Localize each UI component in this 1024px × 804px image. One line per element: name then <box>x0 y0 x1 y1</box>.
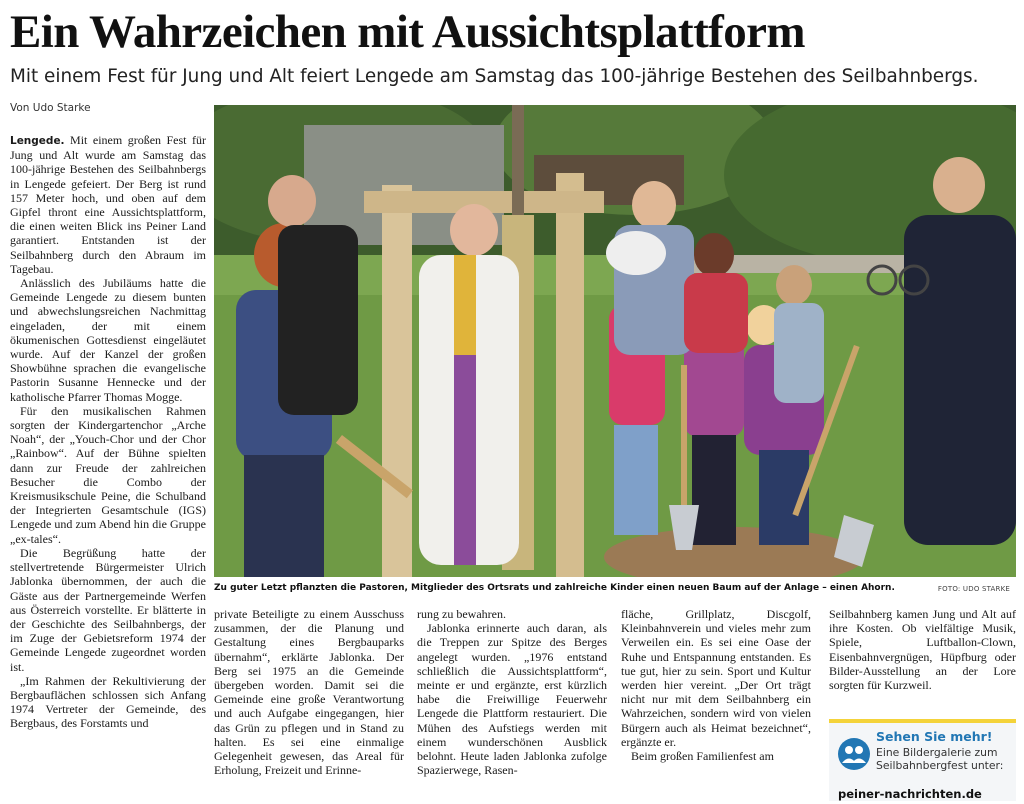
photo-caption <box>214 581 1016 597</box>
promo-title: Sehen Sie mehr! <box>876 729 993 744</box>
article-column-5 <box>829 607 1016 707</box>
paragraph: rung zu bewahren. <box>417 607 506 621</box>
paragraph: Jablonka erinnerte auch daran, als die Treppen zur Spitze des Berges angelegt wurden. „1976 entstand schließlich die Aussichtsplattform“, meinte er und ergänzte, erst kürzlich habe die Freiwillige Feuerwehr Lengede die Plattform restauriert. Die Mühen des Aufstiegs werden mit einem wunderschönen Ausblick belohnt. Heute laden Jablonka zufolge Spazierwege, Rasen- <box>417 621 607 778</box>
paragraph: Seilbahnberg kamen Jung und Alt auf ihre Kosten. Ob vielfältige Musik, Spiele, Luftballon-Clown, Eisenbahnvergnügen, Hüpfburg oder Bilder-Ausstellung an der Lore sorgten für Kurzweil. <box>829 607 1016 693</box>
paragraph: „Im Rahmen der Rekultivierung der Bergbauflächen schlossen sich Anfang 1974 Vertreter der Gemeinde, des Bergbaus, des Forstamts und <box>10 673 206 731</box>
gallery-promo-box[interactable] <box>829 719 1016 801</box>
article-column-3 <box>417 607 607 803</box>
photo-illustration <box>214 105 1016 577</box>
promo-text: Eine Bildergalerie zum Seilbahnbergfest unter: <box>876 746 1004 772</box>
paragraph: Die Begrüßung hatte der stellvertretende Bürgermeister Ulrich Jablonka übernommen, der auch die Gäste aus der Partnergemeinde Werfen aus Österreich vorstellte. Er blätterte in der Geschichte des Seilbahnbergs, der im Zuge der Gebietsreform 1974 der Gemeinde Lengede zugeordnet worden ist. <box>10 545 206 674</box>
paragraph: Anlässlich des Jubiläums hatte die Gemeinde Lengede zu diesem bunten und abwechslungsreichen Nachmittag eingeladen, der mit einem ökumenischen Gottesdienst eingeläutet wurde. Auf der Kanzel der großen Showbühne sprachen die evangelische Pastorin Susanne Hennecke und der katholische Pfarrer Thomas Mogge. <box>10 276 206 404</box>
people-gallery-icon <box>838 738 870 770</box>
paragraph: private Beteiligte zu einem Ausschuss zusammen, der die Planung und Gestaltung eines Bergbauparks übernahm“, erklärte Jablonka. Der Berg sei 1975 an die Gemeinde übergeben worden. Damit sei die Gemeinde eine große Verantwortung und auch Aufgabe eingegangen, hier das Grün zu pflegen und in Stand zu halten. Es sei eine einmalige Gelegenheit gewesen, das Areal für Erholung, Freizeit und Erinne- <box>214 607 404 778</box>
paragraph-text: Mit einem großen Fest für Jung und Alt wurde am Samstag das 100-jährige Bestehen des Seilbahnbergs in Lengede gefeiert. Der Berg ist rund 157 Meter hoch, und oben auf dem Gipfel thront eine Aussichtsplattform, die einen weiten Blick ins Peiner Land garantiert. Entstanden ist der Seilbahnberg durch den Abraum im Tagebau. <box>10 133 206 276</box>
paragraph: Für den musikalischen Rahmen sorgten der Kindergartenchor „Arche Noah“, der „Youch-Chor und der Chor „Rainbow“. Auf der Bühne spielten dann zur Freude der zahlreichen Besucher die Combo der Kreismusikschule Peine, die Schulband der Integrierten Gesamtschule (IGS) Lengede und zum Abend hin die Gruppe „ex-tales“. <box>10 403 206 546</box>
article-column-1 <box>10 133 206 801</box>
promo-link[interactable]: peiner-nachrichten.de <box>838 787 982 801</box>
article-column-4 <box>621 607 811 803</box>
headline: Ein Wahrzeichen mit Aussichtsplattform <box>10 6 805 58</box>
article-column-2 <box>214 607 404 803</box>
photo-credit: FOTO: UDO STARKE <box>937 585 1010 593</box>
caption-text: Zu guter Letzt pflanzten die Pastoren, Mitglieder des Ortsrats und zahlreiche Kinder einen neuen Baum auf der Anlage – einen Ahorn. <box>214 583 895 593</box>
paragraph <box>10 133 206 276</box>
paragraph: Beim großen Familienfest am <box>631 749 774 764</box>
dateline: Lengede. <box>10 135 65 147</box>
subheadline: Mit einem Fest für Jung und Alt feiert Lengede am Samstag das 100-jährige Bestehen des Seilbahnbergs. <box>10 66 979 87</box>
paragraph: fläche, Grillplatz, Discgolf, Kleinbahnverein und vieles mehr zum Verweilen ein. Es sei eine Oase der Ruhe und Entspannung entstanden. Es tue gut, hier zu sein. Sport und Kultur werden hier vereint. „Der Ort trägt nicht nur mit dem Seilbahnberg ein Wahrzeichen, sondern wird von vielen Bürgern auch als Heimat bezeichnet“, ergänzte er. <box>621 607 811 749</box>
article-photo <box>214 105 1016 577</box>
byline: Von Udo Starke <box>10 102 91 114</box>
